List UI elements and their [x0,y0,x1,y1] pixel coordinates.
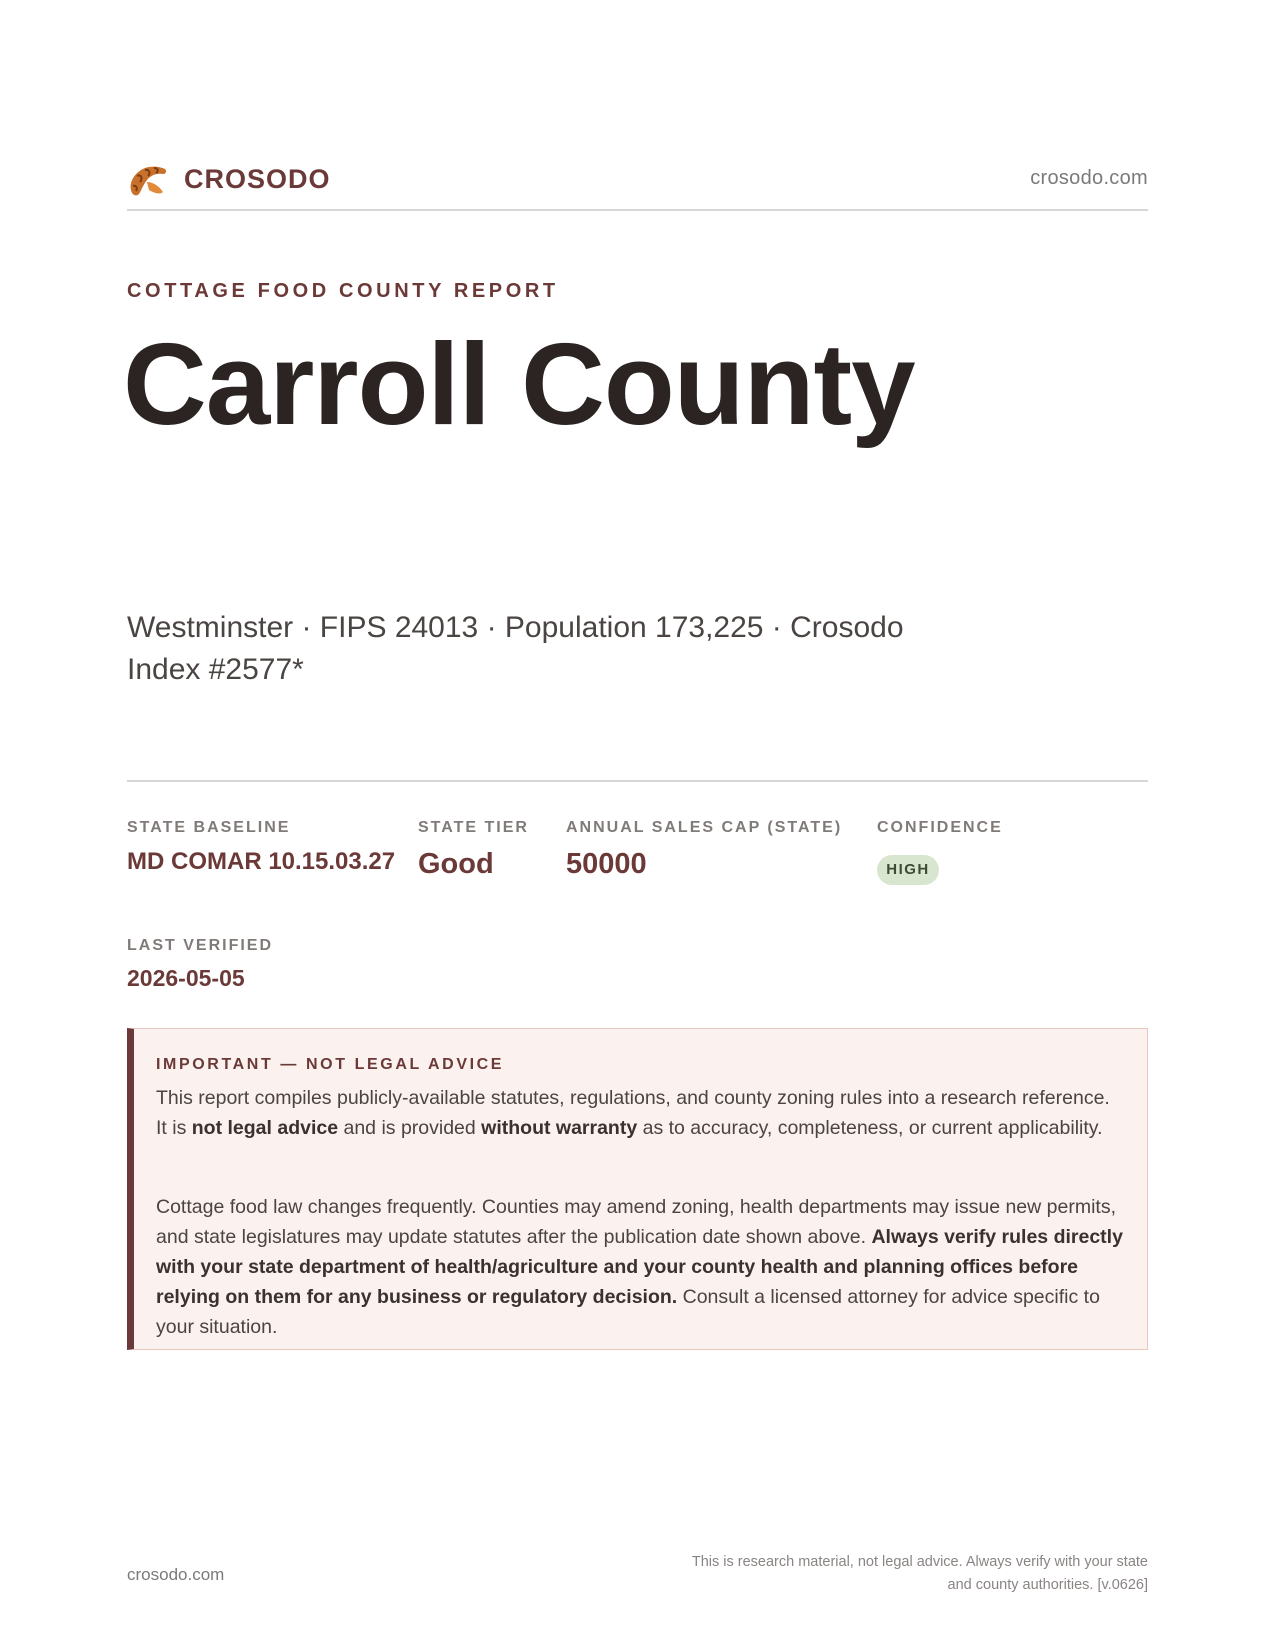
notice-emphasis: Always verify rules directly with your state department of health/agriculture and your county health and planning offices before relying on them for any business or regulatory decision. [156,1226,1123,1308]
footer-site-url[interactable]: crosodo.com [127,1565,225,1584]
report-eyebrow: COTTAGE FOOD COUNTY REPORT [127,280,559,302]
notice-text: Consult a licensed attorney for advice specific to your situation. [156,1286,1100,1338]
legal-notice [127,1028,1148,1350]
state-tier-label: STATE TIER [418,819,529,836]
notice-paragraph-1 [156,1083,1126,1143]
footer-disclaimer [588,1551,1148,1597]
county-summary [127,607,947,691]
sales-cap-value: 50000 [566,848,647,880]
header-divider [127,209,1148,211]
brand-name: CROSODO [184,164,331,194]
county-summary-line-1: Westminster · FIPS 24013 · Population 173,225 · Crosodo [127,611,904,644]
notice-emphasis: without warranty [481,1117,638,1139]
sales-cap-label: ANNUAL SALES CAP (STATE) [566,819,843,836]
footer-disclaimer-line-1: This is research material, not legal advice. Always verify with your state [691,1554,1148,1570]
notice-title: IMPORTANT — NOT LEGAL ADVICE [156,1056,505,1073]
confidence-label: CONFIDENCE [877,819,1003,836]
last-verified-label: LAST VERIFIED [127,937,274,954]
state-baseline-label: STATE BASELINE [127,819,291,836]
croissant-icon [127,160,169,200]
notice-text: This report compiles publicly-available statutes, regulations, and county zoning rules into a research reference. It is [156,1087,1110,1139]
notice-emphasis: not legal advice [191,1117,339,1139]
notice-text: and is provided [338,1117,482,1139]
notice-text: as to accuracy, completeness, or current applicability. [637,1117,1103,1139]
page-title: Carroll County [123,319,915,449]
report-page [123,0,1148,1650]
section-divider [127,780,1148,782]
county-summary-line-2: Index #2577* [127,653,304,686]
page-header [127,158,1148,202]
state-baseline-value: MD COMAR 10.15.03.27 [127,848,396,875]
site-url[interactable]: crosodo.com [1030,167,1148,189]
notice-paragraph-2 [156,1192,1126,1342]
state-tier-value: Good [418,848,494,880]
notice-text: Cottage food law changes frequently. Counties may amend zoning, health departments may issue new permits, and state legislatures may update statutes after the publication date shown above. [156,1196,1116,1248]
confidence-badge: HIGH [877,855,939,885]
last-verified-value: 2026-05-05 [127,965,245,991]
footer-disclaimer-line-2: and county authorities. [v.0626] [947,1577,1148,1593]
